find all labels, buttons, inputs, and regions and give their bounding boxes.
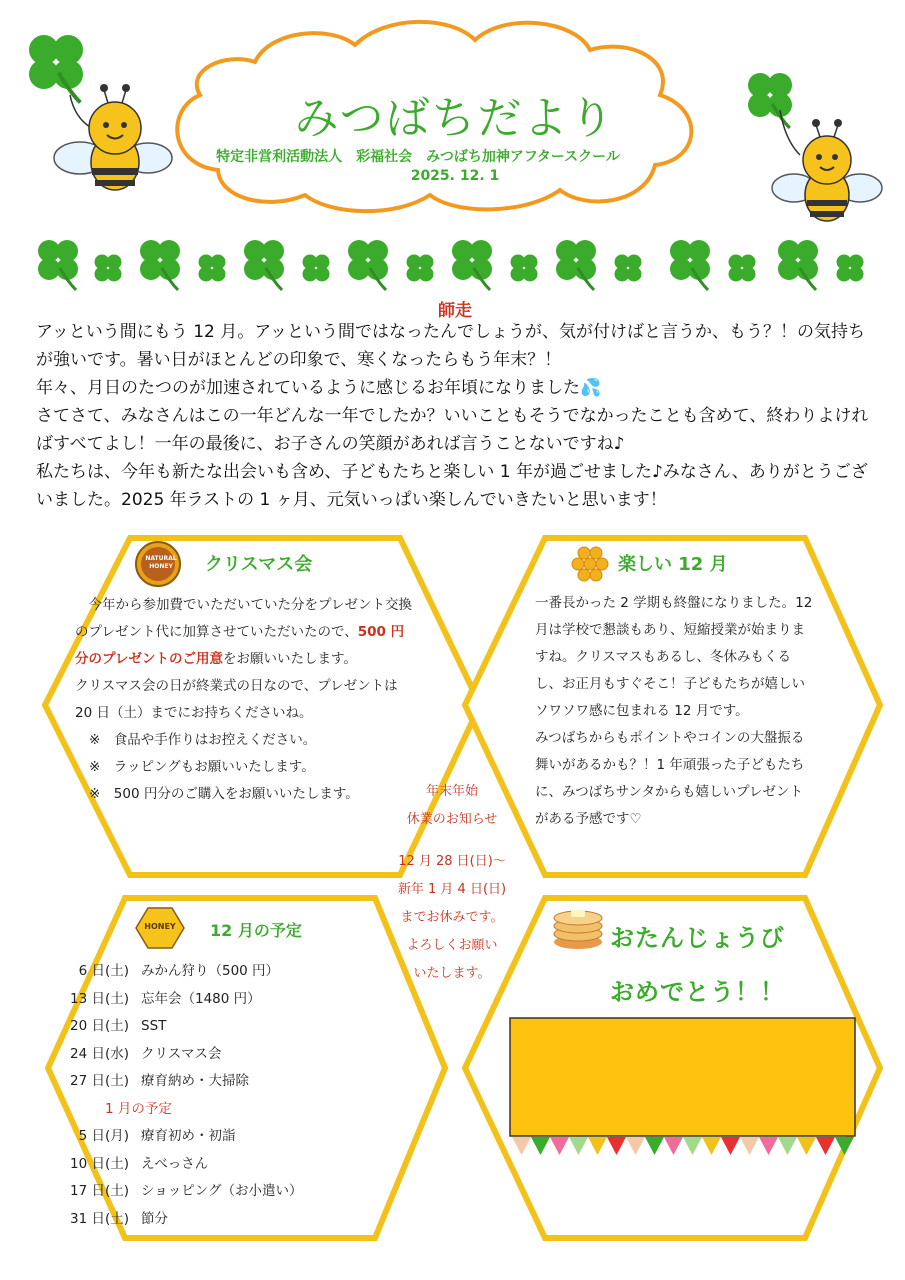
christmas-body	[75, 592, 415, 808]
organization-name: 特定非営利活動法人 彩福社会 みつばち加神アフタースクール	[216, 149, 620, 165]
schedule-date: 31 日(土)	[69, 1210, 129, 1227]
schedule-row	[55, 1178, 385, 1206]
christmas-note: ※ ラッピングもお願いいたします。	[89, 759, 315, 775]
issue-date: 2025. 12. 1	[410, 168, 500, 184]
schedule-event: クリスマス会	[141, 1045, 222, 1062]
intro-paragraph: さてさて、みなさんはこの一年どんな一年でしたか？いいこともそうでなかったことも含めて、終わりよければすべてよし！一年の最後に、お子さんの笑顔があれば言うことないですね♪	[36, 406, 869, 454]
pancake-icon	[554, 910, 602, 949]
honey-label-text: HONEY	[144, 922, 176, 931]
intro-paragraph: アッという間にもう 12 月。アッという間ではなったんでしょうが、気が付けばと言うか、もう？！の気持ちが強いです。暑い日がほとんどの印象で、寒くなったらもう年末？！	[36, 322, 866, 370]
birthday-board	[510, 1018, 855, 1136]
notice-title: 年末年始	[425, 784, 478, 799]
fun-december-body	[535, 590, 815, 833]
birthday-line-1: おたんじょうび	[610, 924, 785, 952]
christmas-note: ※ 食品や手作りはお控えください。	[89, 732, 317, 748]
schedule-date: 5 日(月)	[78, 1128, 129, 1144]
fun-december-text: みつばちからもポイントやコインの大盤振る舞いがあるかも？！1 年頑張った子どもたちに、みつばちサンタからも嬉しいプレゼントがある予感です♡	[535, 730, 805, 827]
schedule-date: 13 日(土)	[69, 990, 129, 1007]
clover-icon	[29, 35, 83, 103]
schedule-date: 20 日(土)	[69, 1018, 129, 1034]
notice-line: 新年 1 月 4 日(日)	[397, 882, 507, 897]
christmas-note: ※ 500 円分のご購入をお願いいたします。	[89, 786, 359, 802]
schedule-event: SST	[141, 1018, 167, 1034]
schedule-row	[55, 986, 385, 1014]
schedule-row	[55, 1068, 385, 1096]
schedule-row	[55, 958, 385, 986]
christmas-title: クリスマス会	[205, 554, 313, 575]
schedule-date: 10 日(土)	[69, 1155, 129, 1172]
birthday-line-2: おめでとう！！	[610, 978, 785, 1006]
christmas-highlight: 500 円分のプレゼントのご用意	[75, 624, 405, 667]
schedule-event: 節分	[141, 1210, 168, 1227]
bee-icon	[772, 119, 882, 221]
christmas-text: 今年から参加費でいただいていた分をプレゼント交換のプレゼント代に加算させていただいたので、	[75, 597, 412, 640]
schedule-row	[55, 1123, 385, 1151]
notice-line: 12 月 28 日(日)～	[398, 854, 506, 869]
month-heading: 師走	[438, 301, 472, 321]
schedule-date: 24 日(水)	[69, 1045, 129, 1062]
notice-line: いたします。	[413, 966, 491, 981]
schedule-date: 17 日(土)	[69, 1183, 129, 1199]
badge-text: HONEY	[149, 563, 173, 570]
fun-december-title: 楽しい 12 月	[618, 554, 728, 575]
badge-text: NATURAL	[145, 555, 177, 562]
schedule-date: 6 日(土)	[78, 963, 129, 979]
notice-line: までお休みです。	[400, 910, 504, 925]
schedule-list	[55, 958, 385, 1233]
holiday-notice	[372, 778, 532, 988]
schedule-row	[55, 1206, 385, 1234]
intro-text	[36, 318, 876, 514]
christmas-text: をお願いいたします。	[222, 651, 357, 667]
january-label: 1 月の予定	[105, 1100, 172, 1117]
schedule-event: 忘年会（1480 円）	[141, 990, 261, 1007]
honey-badge-label	[141, 555, 181, 571]
schedule-date: 27 日(土)	[69, 1073, 129, 1089]
fun-december-text: 一番長かった 2 学期も終盤になりました。12 月は学校で懇談もあり、短縮授業が始まりますね。クリスマスもあるし、冬休みもくるし、お正月もすぐそこ！子どもたちが嬉しいソワソワ感に包まれる 12 月です。	[535, 595, 813, 719]
schedule-event: えべっさん	[141, 1155, 209, 1172]
christmas-text: クリスマス会の日が終業式の日なので、プレゼントは 20 日（土）までにお持ちくださいね。	[75, 678, 398, 721]
schedule-event: みかん狩り（500 円）	[141, 963, 280, 979]
schedule-row	[55, 1041, 385, 1069]
intro-paragraph: 私たちは、今年も新たな出会いも含め、子どもたちと楽しい 1 年が過ごせました♪みなさん、ありがとうございました。2025 年ラストの 1 ヶ月、元気いっぱい楽しんでいきたいと思います！	[36, 462, 868, 510]
schedule-title: 12 月の予定	[210, 921, 302, 940]
intro-paragraph: 年々、月日のたつのが加速されているように感じるお年頃になりました💦	[36, 378, 602, 398]
schedule-event: ショッピング（お小遣い）	[141, 1183, 303, 1199]
schedule-event: 療育初め・初詣	[141, 1128, 236, 1144]
clover-icon	[748, 73, 792, 128]
notice-line: よろしくお願い	[406, 938, 498, 953]
newsletter-title: みつばちだより	[294, 93, 616, 144]
schedule-event: 療育納め・大掃除	[141, 1073, 249, 1089]
schedule-row	[55, 1151, 385, 1179]
notice-title: 休業のお知らせ	[406, 812, 498, 827]
clover-row	[38, 240, 864, 290]
schedule-row	[55, 1013, 385, 1041]
